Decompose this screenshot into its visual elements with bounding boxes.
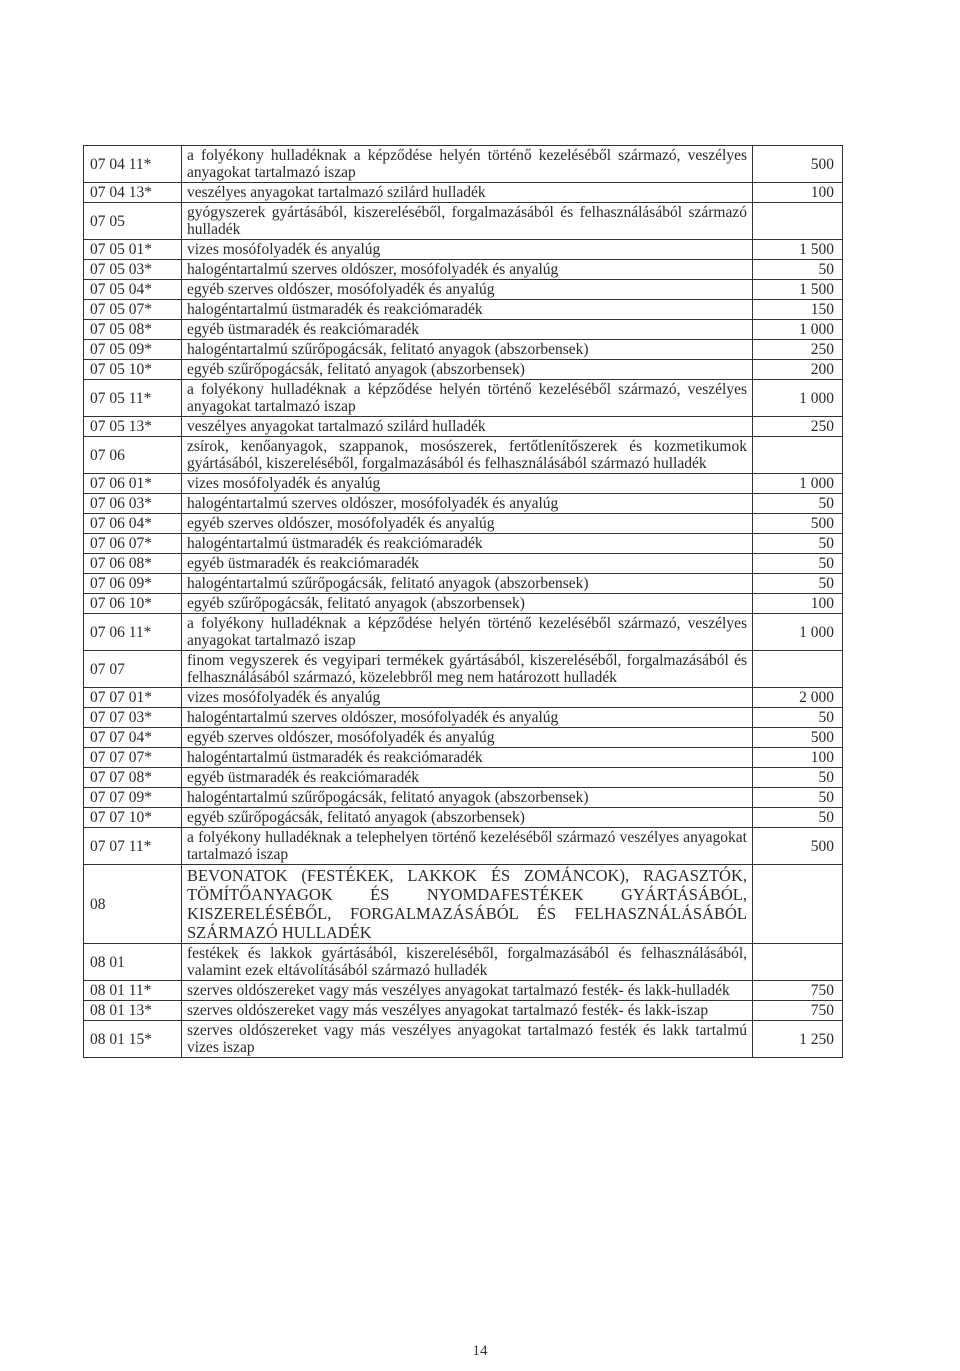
waste-quantity-cell: 1 000 xyxy=(753,380,843,417)
waste-code-cell: 08 01 xyxy=(84,944,182,981)
table-row xyxy=(84,1021,843,1058)
waste-quantity-cell: 500 xyxy=(753,828,843,865)
waste-description-cell: zsírok, kenőanyagok, szappanok, mosószerek, fertőtlenítőszerek és kozmetikumok gyártásából, kiszereléséből, forgalmazásából és felhasználásából származó hulladék xyxy=(182,437,753,474)
table-row xyxy=(84,594,843,614)
waste-code-cell: 07 05 13* xyxy=(84,417,182,437)
waste-code-cell: 07 05 09* xyxy=(84,340,182,360)
table-row xyxy=(84,514,843,534)
waste-description-cell: vizes mosófolyadék és anyalúg xyxy=(182,474,753,494)
waste-code-cell: 07 06 04* xyxy=(84,514,182,534)
table-row xyxy=(84,300,843,320)
page-number: 14 xyxy=(472,1343,488,1359)
waste-description-cell: a folyékony hulladéknak a telephelyen történő kezeléséből származó veszélyes anyagokat tartalmazó iszap xyxy=(182,828,753,865)
table-row xyxy=(84,808,843,828)
waste-code-cell: 07 07 08* xyxy=(84,768,182,788)
waste-code-cell: 07 07 01* xyxy=(84,688,182,708)
waste-quantity-cell: 50 xyxy=(753,554,843,574)
waste-quantity-cell: 50 xyxy=(753,788,843,808)
waste-quantity-cell: 500 xyxy=(753,728,843,748)
table-row xyxy=(84,280,843,300)
waste-quantity-cell: 150 xyxy=(753,300,843,320)
waste-description-cell: vizes mosófolyadék és anyalúg xyxy=(182,240,753,260)
waste-description-cell: halogéntartalmú üstmaradék és reakciómaradék xyxy=(182,748,753,768)
table-row xyxy=(84,981,843,1001)
table-row xyxy=(84,574,843,594)
table-row xyxy=(84,708,843,728)
waste-code-cell: 07 06 10* xyxy=(84,594,182,614)
waste-description-cell: halogéntartalmú szerves oldószer, mosófolyadék és anyalúg xyxy=(182,494,753,514)
table-row xyxy=(84,651,843,688)
waste-code-cell: 07 05 04* xyxy=(84,280,182,300)
waste-code-cell: 07 06 08* xyxy=(84,554,182,574)
table-row xyxy=(84,260,843,280)
waste-quantity-cell: 100 xyxy=(753,183,843,203)
waste-description-cell: szerves oldószereket vagy más veszélyes anyagokat tartalmazó festék- és lakk-iszap xyxy=(182,1001,753,1021)
waste-quantity-cell: 50 xyxy=(753,534,843,554)
table-row xyxy=(84,1001,843,1021)
waste-description-cell: festékek és lakkok gyártásából, kiszereléséből, forgalmazásából és felhasználásából, valamint ezek eltávolításából származó hulladék xyxy=(182,944,753,981)
table-row xyxy=(84,203,843,240)
waste-description-cell: halogéntartalmú üstmaradék és reakciómaradék xyxy=(182,300,753,320)
waste-quantity-cell: 750 xyxy=(753,1001,843,1021)
table-row xyxy=(84,474,843,494)
table-row xyxy=(84,360,843,380)
waste-description-cell: halogéntartalmú szerves oldószer, mosófolyadék és anyalúg xyxy=(182,260,753,280)
waste-code-cell: 07 07 11* xyxy=(84,828,182,865)
waste-code-cell: 07 07 09* xyxy=(84,788,182,808)
waste-code-cell: 07 05 11* xyxy=(84,380,182,417)
table-row xyxy=(84,788,843,808)
waste-code-cell: 07 05 01* xyxy=(84,240,182,260)
waste-description-cell: halogéntartalmú szűrőpogácsák, felitató anyagok (abszorbensek) xyxy=(182,574,753,594)
waste-description-cell: egyéb szűrőpogácsák, felitató anyagok (abszorbensek) xyxy=(182,360,753,380)
waste-code-cell: 08 01 15* xyxy=(84,1021,182,1058)
waste-code-cell: 07 07 07* xyxy=(84,748,182,768)
table-row xyxy=(84,240,843,260)
waste-description-cell: BEVONATOK (FESTÉKEK, LAKKOK ÉS ZOMÁNCOK), RAGASZTÓK, TÖMÍTŐANYAGOK ÉS NYOMDAFESTÉKEK GYÁRTÁSÁBÓL, KISZERELÉSÉBŐL, FORGALMAZÁSÁBÓL ÉS FELHASZNÁLÁSÁBÓL SZÁRMAZÓ HULLADÉK xyxy=(182,865,753,944)
waste-quantity-cell: 50 xyxy=(753,768,843,788)
waste-quantity-cell: 1 000 xyxy=(753,474,843,494)
waste-quantity-cell: 1 500 xyxy=(753,280,843,300)
waste-code-cell: 07 07 04* xyxy=(84,728,182,748)
waste-code-cell: 08 xyxy=(84,865,182,944)
waste-code-cell: 07 05 xyxy=(84,203,182,240)
waste-quantity-cell: 100 xyxy=(753,748,843,768)
waste-description-cell: halogéntartalmú szűrőpogácsák, felitató anyagok (abszorbensek) xyxy=(182,340,753,360)
table-row xyxy=(84,183,843,203)
waste-quantity-cell: 500 xyxy=(753,146,843,183)
waste-code-cell: 08 01 13* xyxy=(84,1001,182,1021)
table-row xyxy=(84,494,843,514)
waste-quantity-cell: 750 xyxy=(753,981,843,1001)
waste-code-cell: 07 07 03* xyxy=(84,708,182,728)
waste-description-cell: veszélyes anyagokat tartalmazó szilárd hulladék xyxy=(182,183,753,203)
waste-quantity-cell: 1 000 xyxy=(753,614,843,651)
waste-quantity-cell: 50 xyxy=(753,574,843,594)
waste-quantity-cell: 50 xyxy=(753,494,843,514)
table-row xyxy=(84,728,843,748)
waste-code-cell: 07 05 10* xyxy=(84,360,182,380)
table-row xyxy=(84,944,843,981)
waste-code-cell: 07 06 07* xyxy=(84,534,182,554)
waste-description-cell: szerves oldószereket vagy más veszélyes anyagokat tartalmazó festék és lakk tartalmú vizes iszap xyxy=(182,1021,753,1058)
table-row xyxy=(84,417,843,437)
waste-quantity-cell: 2 000 xyxy=(753,688,843,708)
waste-description-cell: vizes mosófolyadék és anyalúg xyxy=(182,688,753,708)
waste-description-cell: a folyékony hulladéknak a képződése helyén történő kezeléséből származó, veszélyes anyagokat tartalmazó iszap xyxy=(182,614,753,651)
waste-quantity-cell: 500 xyxy=(753,514,843,534)
waste-code-cell: 07 06 03* xyxy=(84,494,182,514)
waste-description-cell: gyógyszerek gyártásából, kiszereléséből, forgalmazásából és felhasználásából származó hulladék xyxy=(182,203,753,240)
waste-code-cell: 07 06 09* xyxy=(84,574,182,594)
waste-description-cell: veszélyes anyagokat tartalmazó szilárd hulladék xyxy=(182,417,753,437)
waste-table-body xyxy=(84,146,843,1058)
waste-description-cell: egyéb üstmaradék és reakciómaradék xyxy=(182,320,753,340)
waste-description-cell: egyéb szűrőpogácsák, felitató anyagok (abszorbensek) xyxy=(182,594,753,614)
waste-description-cell: a folyékony hulladéknak a képződése helyén történő kezeléséből származó, veszélyes anyagokat tartalmazó iszap xyxy=(182,146,753,183)
waste-quantity-cell: 1 500 xyxy=(753,240,843,260)
waste-quantity-cell xyxy=(753,944,843,981)
waste-description-cell: halogéntartalmú szűrőpogácsák, felitató anyagok (abszorbensek) xyxy=(182,788,753,808)
table-row xyxy=(84,146,843,183)
table-row xyxy=(84,865,843,944)
waste-quantity-cell: 50 xyxy=(753,260,843,280)
waste-description-cell: egyéb üstmaradék és reakciómaradék xyxy=(182,768,753,788)
waste-description-cell: a folyékony hulladéknak a képződése helyén történő kezeléséből származó, veszélyes anyagokat tartalmazó iszap xyxy=(182,380,753,417)
waste-quantity-cell xyxy=(753,865,843,944)
waste-code-cell: 07 06 11* xyxy=(84,614,182,651)
waste-quantity-cell: 1 250 xyxy=(753,1021,843,1058)
waste-description-cell: egyéb szerves oldószer, mosófolyadék és anyalúg xyxy=(182,728,753,748)
waste-quantity-cell xyxy=(753,651,843,688)
waste-quantity-cell: 50 xyxy=(753,708,843,728)
waste-code-cell: 07 06 xyxy=(84,437,182,474)
waste-code-cell: 07 06 01* xyxy=(84,474,182,494)
table-row xyxy=(84,534,843,554)
table-row xyxy=(84,828,843,865)
waste-code-cell: 07 07 10* xyxy=(84,808,182,828)
table-row xyxy=(84,554,843,574)
waste-description-cell: egyéb szerves oldószer, mosófolyadék és anyalúg xyxy=(182,280,753,300)
table-row xyxy=(84,614,843,651)
waste-code-cell: 07 05 08* xyxy=(84,320,182,340)
waste-quantity-cell: 1 000 xyxy=(753,320,843,340)
waste-description-cell: finom vegyszerek és vegyipari termékek gyártásából, kiszereléséből, forgalmazásából és felhasználásából származó, közelebbről meg nem határozott hulladék xyxy=(182,651,753,688)
waste-code-cell: 07 05 07* xyxy=(84,300,182,320)
table-row xyxy=(84,380,843,417)
waste-description-cell: szerves oldószereket vagy más veszélyes anyagokat tartalmazó festék- és lakk-hulladék xyxy=(182,981,753,1001)
waste-description-cell: egyéb üstmaradék és reakciómaradék xyxy=(182,554,753,574)
waste-code-cell: 07 04 11* xyxy=(84,146,182,183)
waste-quantity-cell xyxy=(753,437,843,474)
table-row xyxy=(84,340,843,360)
waste-description-cell: halogéntartalmú szerves oldószer, mosófolyadék és anyalúg xyxy=(182,708,753,728)
waste-description-cell: egyéb szerves oldószer, mosófolyadék és anyalúg xyxy=(182,514,753,534)
waste-description-cell: halogéntartalmú üstmaradék és reakciómaradék xyxy=(182,534,753,554)
waste-code-cell: 07 04 13* xyxy=(84,183,182,203)
waste-quantity-cell: 250 xyxy=(753,340,843,360)
waste-quantity-cell: 50 xyxy=(753,808,843,828)
waste-code-cell: 07 07 xyxy=(84,651,182,688)
waste-code-cell: 07 05 03* xyxy=(84,260,182,280)
table-row xyxy=(84,688,843,708)
table-row xyxy=(84,748,843,768)
waste-description-cell: egyéb szűrőpogácsák, felitató anyagok (abszorbensek) xyxy=(182,808,753,828)
waste-quantity-cell: 250 xyxy=(753,417,843,437)
waste-code-cell: 08 01 11* xyxy=(84,981,182,1001)
table-row xyxy=(84,768,843,788)
waste-code-table xyxy=(83,145,843,1058)
waste-quantity-cell: 100 xyxy=(753,594,843,614)
table-row xyxy=(84,320,843,340)
table-row xyxy=(84,437,843,474)
waste-quantity-cell: 200 xyxy=(753,360,843,380)
waste-quantity-cell xyxy=(753,203,843,240)
